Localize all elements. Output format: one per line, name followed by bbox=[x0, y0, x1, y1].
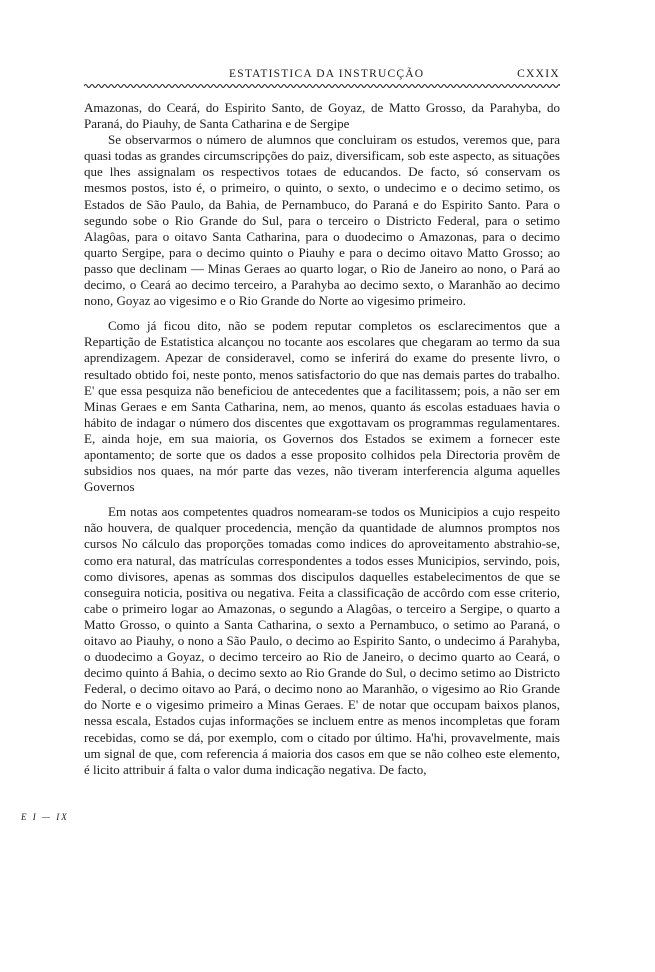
wavy-rule-line bbox=[84, 85, 560, 88]
body-text bbox=[84, 100, 560, 778]
paragraph: Como já ficou dito, não se podem reputar completos os esclarecimentos que a Repartição de Estatistica alcançou no tocante aos escolares que chegaram ao termo da sua aprendizagem. Apezar de consideravel, como se inferirá do exame do presente livro, o resultado obtido foi, neste ponto, menos satisfactorio do que nas demais partes do trabalho. E' que essa pesquiza não beneficiou de antecedentes que a facilitassem; pois, a não ser em Minas Geraes e em Santa Catharina, nem, ao menos, quanto ás escolas estaduaes havia o hábito de indagar o número dos discentes que exgottavam os programmas regulamentares. E, ainda hoje, em sua maioria, os Governos dos Estados se eximem a fornecer este apontamento; de sorte que os dados a esse proposito colhidos pela Directoria provêm de subsidios nos quaes, na mór parte das vezes, não tiveram interferencia alguma aquelles Governos bbox=[84, 318, 560, 495]
page-content bbox=[84, 68, 560, 778]
header-title: ESTATISTICA DA INSTRUCÇÃO bbox=[229, 68, 425, 80]
paragraph: Se observarmos o número de alumnos que concluiram os estudos, veremos que, para quasi todas as grandes circumscripções do paiz, diversificam, sob este aspecto, as situações que lhes assignalam os respectivos totaes de educandos. De facto, só conservam os mesmos postos, isto é, o primeiro, o quinto, o sexto, o undecimo e o decimo setimo, os Estados de São Paulo, da Bahia, de Pernambuco, do Paraná e do Espirito Santo. Para o segundo sobe o Rio Grande do Sul, para o terceiro o Districto Federal, para o setimo Alagôas, para o oitavo Santa Catharina, para o duodecimo o Amazonas, para o decimo quarto Sergipe, para o decimo quinto o Piauhy e para o decimo oitavo Matto Grosso; ao passo que declinam — Minas Geraes ao quarto logar, o Rio de Janeiro ao nono, o Pará ao decimo, o Ceará ao decimo terceiro, a Parahyba ao decimo sexto, o Maranhão ao decimo nono, Goyaz ao vigesimo e o Rio Grande do Norte ao vigesimo primeiro. bbox=[84, 132, 560, 309]
page-number: CXXIX bbox=[517, 68, 560, 80]
running-header bbox=[84, 68, 560, 88]
wavy-rule bbox=[84, 82, 560, 90]
printer-signature: E I — IX bbox=[21, 812, 69, 822]
paragraph-continued: Amazonas, do Ceará, do Espirito Santo, de Goyaz, de Matto Grosso, da Parahyba, do Paraná, do Piauhy, de Santa Catharina e de Sergipe bbox=[84, 100, 560, 132]
paragraph: Em notas aos competentes quadros nomearam-se todos os Municipios a cujo respeito não houvera, de qualquer procedencia, menção da quantidade de alumnos promptos nos cursos No cálculo das proporções tomadas como indices do aproveitamento abstrahio-se, como era natural, das matrículas correspondentes a todos esses Municipios, servindo, pois, como divisores, apenas as sommas dos discipulos daquelles estabelecimentos de que se conseguira noticia, positiva ou negativa. Feita a classificação de accôrdo com esse criterio, cabe o primeiro logar ao Amazonas, o segundo a Alagôas, o terceiro a Sergipe, o quarto a Matto Grosso, o quinto a Santa Catharina, o sexto a Pernambuco, o setimo ao Paraná, o oitavo ao Piauhy, o nono a São Paulo, o decimo ao Espirito Santo, o undecimo á Parahyba, o duodecimo a Goyaz, o decimo terceiro ao Rio de Janeiro, o decimo quarto ao Ceará, o decimo quinto á Bahia, o decimo sexto ao Rio Grande do Sul, o decimo setimo ao Districto Federal, o decimo oitavo ao Pará, o decimo nono ao Maranhão, o vigesimo ao Rio Grande do Norte e o vigesimo primeiro a Minas Geraes. E' de notar que occupam baixos planos, nessa escala, Estados cujas informações se incluem entre as menos incompletas que foram recebidas, como se dá, por exemplo, com o citado por último. Ha'hi, provavelmente, mais um signal de que, com referencia á maioria dos casos em que se não colheo este elemento, é licito attribuir á falta o valor duma indicação negativa. De facto, bbox=[84, 504, 560, 777]
